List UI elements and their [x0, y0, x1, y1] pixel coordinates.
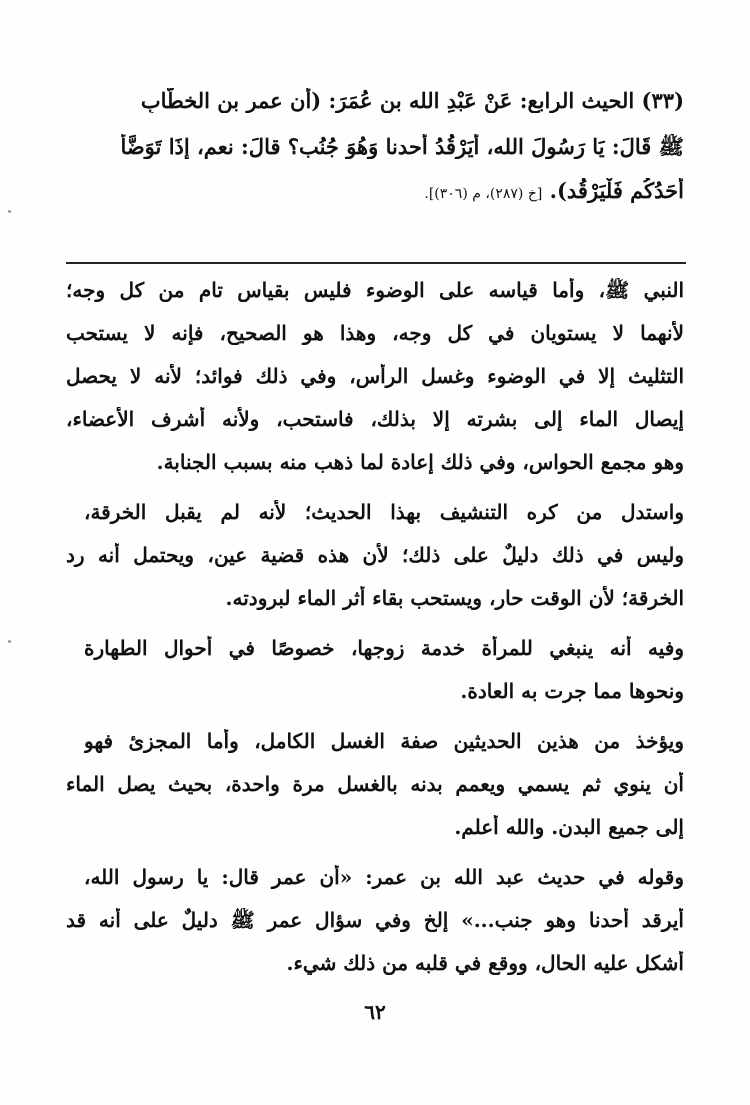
footnote-divider: [66, 262, 686, 264]
hadith-line-3: [66, 178, 684, 203]
commentary-line-12: أن ينوي ثم يسمي ويعمم بدنه بالغسل مرة واحدة، بحيث يصل الماء: [66, 772, 684, 796]
margin-mark: [8, 210, 11, 213]
commentary-line-7: وليس في ذلك دليلٌ على ذلك؛ لأن هذه قضية عين، ويحتمل أنه رد: [66, 543, 684, 567]
commentary-line-14: وقوله في حديث عبد الله بن عمر: «أن عمر قال: يا رسول الله،: [84, 865, 684, 889]
hadith-reference: [خ (٢٨٧)، م (٣٠٦)].: [424, 186, 543, 202]
commentary-line-8: الخرقة؛ لأن الوقت حار، ويستحب بقاء أثر الماء لبرودته.: [225, 586, 684, 610]
margin-mark: [8, 640, 11, 643]
commentary-line-10: ونحوها مما جرت به العادة.: [460, 679, 684, 703]
commentary-line-13: إلى جميع البدن. والله أعلم.: [454, 815, 684, 839]
hadith-line-2: ﷺ قَالَ: يَا رَسُولَ الله، أَيَرْقُدُ أحدنا وَهُوَ جُنُب؟ قالَ: نعم، إِذَا تَوَضَّأَ: [120, 134, 684, 159]
commentary-line-5: وهو مجمع الحواس، وفي ذلك إعادة لما ذهب منه بسبب الجنابة.: [156, 450, 684, 474]
hadith-line-3-text: أَحَدُكُم فَلْيَرْقُد).: [549, 178, 684, 203]
commentary-line-11: ويؤخذ من هذين الحديثين صفة الغسل الكامل، وأما المجزئ فهو: [84, 729, 684, 753]
commentary-line-15: أيرقد أحدنا وهو جنب...» إلخ وفي سؤال عمر ﷺ دليلٌ على أنه قد: [66, 908, 684, 932]
commentary-line-2: لأنهما لا يستويان في كل وجه، وهذا هو الصحيح، فإنه لا يستحب: [66, 321, 684, 345]
commentary-line-1: النبي ﷺ، وأما قياسه على الوضوء فليس بقياس تام من كل وجه؛: [66, 278, 684, 302]
hadith-line-1: (٣٣) الحيث الرابع: عَنْ عَبْدِ الله بن عُمَرَ: (أن عمر بن الخطّابِ: [140, 88, 684, 113]
commentary-line-4: إيصال الماء إلى بشرته إلا بذلك، فاستحب، ولأنه أشرف الأعضاء،: [66, 407, 684, 431]
commentary-line-6: واستدل من كره التنشيف بهذا الحديث؛ لأنه لم يقبل الخرقة،: [84, 500, 684, 524]
page-number: ٦٢: [364, 1000, 386, 1024]
commentary-line-16: أشكل عليه الحال، ووقع في قلبه من ذلك شيء.: [286, 951, 684, 975]
commentary-line-3: التثليث إلا في الوضوء وغسل الرأس، وفي ذلك فوائد؛ لأنه لا يحصل: [66, 364, 684, 388]
commentary-line-9: وفيه أنه ينبغي للمرأة خدمة زوجها، خصوصًا في أحوال الطهارة: [84, 636, 684, 660]
